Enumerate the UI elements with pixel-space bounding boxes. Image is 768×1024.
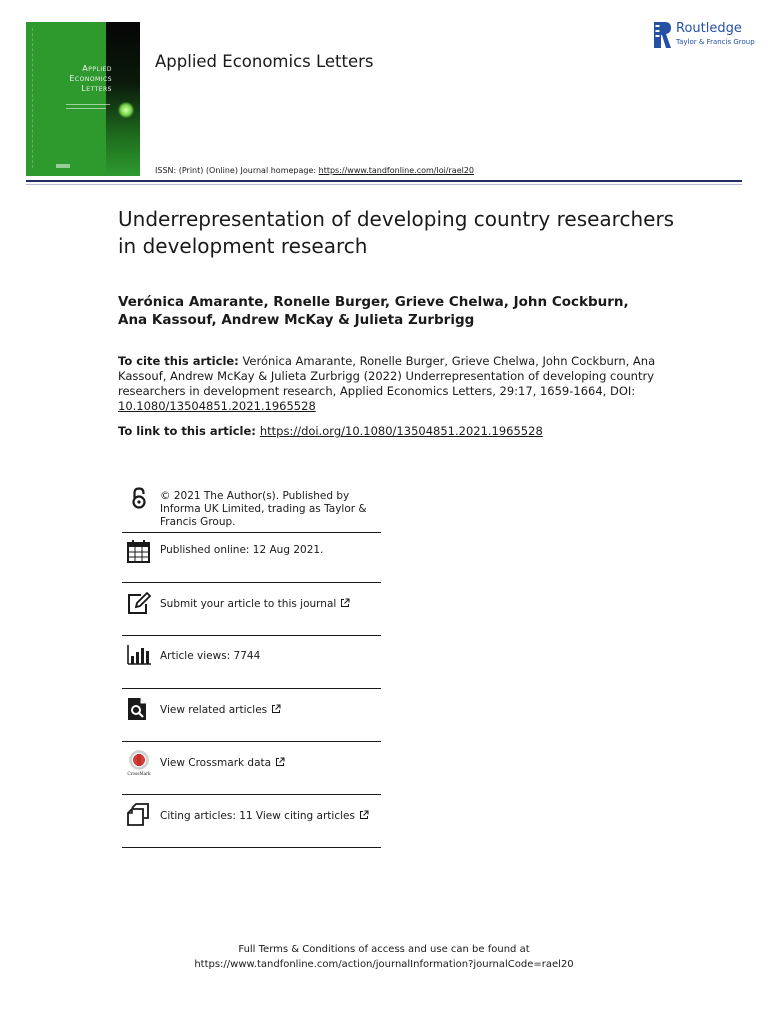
info-row-submit[interactable] <box>122 583 381 636</box>
crossmark-icon <box>126 750 152 776</box>
routledge-logo-icon <box>654 22 672 48</box>
external-link-icon <box>271 704 281 714</box>
citation-doi-link[interactable]: 10.1080/13504851.2021.1965528 <box>118 399 316 413</box>
article-doi-url[interactable]: https://doi.org/10.1080/13504851.2021.1965528 <box>259 424 543 438</box>
cover-spine-decoration <box>32 28 39 168</box>
header-divider-thin <box>26 184 742 185</box>
article-title: Underrepresentation of developing country researchers in development research <box>118 207 675 258</box>
article-views-text: Article views: 7744 <box>160 650 261 662</box>
external-link-icon <box>359 810 369 820</box>
info-row-license <box>122 486 381 533</box>
issn-line <box>155 166 474 175</box>
citing-articles-icon <box>126 802 152 828</box>
submit-article-link[interactable]: Submit your article to this journal <box>160 598 382 611</box>
publisher-name: Routledge <box>676 21 742 36</box>
terms-footer-line: Full Terms & Conditions of access and use can be found at <box>238 944 530 955</box>
journal-homepage-link[interactable]: https://www.tandfonline.com/loi/rael20 <box>318 166 475 175</box>
info-row-related[interactable] <box>122 689 381 742</box>
info-row-published <box>122 533 381 583</box>
crossmark-link[interactable]: View Crossmark data <box>160 757 382 770</box>
external-link-icon <box>340 598 350 608</box>
open-access-icon <box>126 486 152 512</box>
header-divider <box>26 180 742 182</box>
license-text: © 2021 The Author(s). Published by Informa UK Limited, trading as Taylor & Francis Group. <box>160 490 367 528</box>
published-online-text: Published online: 12 Aug 2021. <box>160 544 324 556</box>
cover-title: Applied Economics Letters <box>69 64 112 93</box>
info-row-citing[interactable] <box>122 795 381 848</box>
bar-chart-icon <box>126 642 152 668</box>
journal-cover-image <box>26 22 140 176</box>
calendar-icon <box>126 539 152 565</box>
journal-title[interactable]: Applied Economics Letters <box>155 52 374 71</box>
cover-publisher-logo <box>56 164 70 168</box>
article-authors: Verónica Amarante, Ronelle Burger, Grieve Chelwa, John Cockburn, Ana Kassouf, Andrew McKay & Julieta Zurbrigg <box>118 294 629 328</box>
edit-icon <box>126 591 152 617</box>
info-row-views <box>122 636 381 689</box>
publisher-subtitle: Taylor & Francis Group <box>676 38 755 46</box>
info-row-crossmark[interactable] <box>122 742 381 795</box>
cover-light-glow <box>118 102 134 118</box>
cover-text-line <box>66 104 110 105</box>
article-link-line <box>118 424 678 439</box>
citation-text: Verónica Amarante, Ronelle Burger, Grieve Chelwa, John Cockburn, Ana Kassouf, Andrew McKay & Julieta Zurbrigg (2022) Underrepresentation of developing country researchers in development research, Applied Economics Letters, 29:17, 1659-1664, DOI: <box>118 354 656 398</box>
terms-footer-url[interactable]: https://www.tandfonline.com/action/journalInformation?journalCode=rael20 <box>194 959 574 970</box>
crossmark-caption: CrossMark <box>127 771 151 776</box>
search-document-icon <box>126 696 152 722</box>
issn-label: ISSN: (Print) (Online) Journal homepage: <box>155 166 319 175</box>
citation-label: To cite this article: <box>118 354 239 368</box>
article-link-label: To link to this article: <box>118 424 256 438</box>
cover-text-line <box>66 108 106 109</box>
citation-block <box>118 354 658 414</box>
citing-articles-link[interactable]: Citing articles: 11 View citing articles <box>160 810 382 823</box>
terms-footer <box>0 942 768 972</box>
publisher-logo[interactable] <box>652 20 755 50</box>
cover-dark-band <box>106 22 140 176</box>
external-link-icon <box>275 757 285 767</box>
related-articles-link[interactable]: View related articles <box>160 704 382 717</box>
